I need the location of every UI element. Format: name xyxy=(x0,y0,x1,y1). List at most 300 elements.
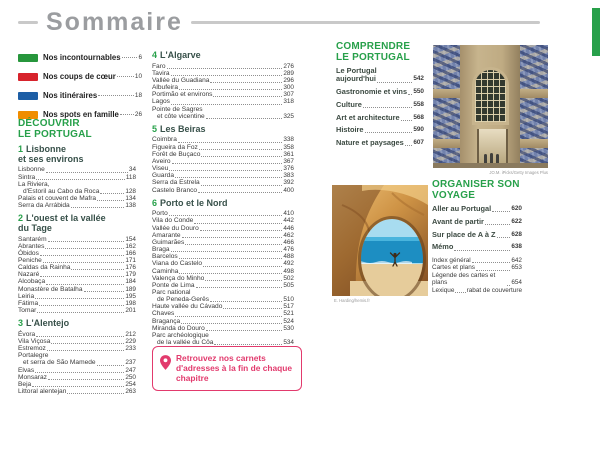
dot-leader xyxy=(45,248,124,249)
page-number: 392 xyxy=(283,179,294,187)
page-number: 18 xyxy=(134,92,142,99)
toc-item-label: Albufeira xyxy=(152,84,179,92)
legend-item xyxy=(18,91,142,100)
page-number: 166 xyxy=(125,249,136,257)
toc-item-label: Nazaré xyxy=(18,271,40,279)
toc-item-label: Vallée du Guadiana xyxy=(152,76,210,84)
dot-leader xyxy=(497,237,511,238)
toc-item xyxy=(336,139,424,147)
page-number: 276 xyxy=(283,62,294,70)
toc-item-label: Chaves xyxy=(152,310,175,318)
toc-item xyxy=(152,253,294,260)
page-number: 247 xyxy=(125,366,136,374)
toc-item xyxy=(152,282,294,289)
dot-leader xyxy=(51,343,124,344)
dot-leader xyxy=(46,284,124,285)
dot-leader xyxy=(98,95,134,96)
toc-item xyxy=(18,307,136,314)
discover-chapters xyxy=(18,145,136,395)
toc-item-label: Cartes et plans xyxy=(432,264,475,272)
toc-item-label: Miranda do Douro xyxy=(152,324,205,332)
dot-leader xyxy=(97,200,124,201)
toc-item xyxy=(336,67,424,83)
person-silhouette xyxy=(496,154,499,163)
toc-item xyxy=(432,243,522,251)
page-number: 400 xyxy=(283,186,294,194)
page-number: 622 xyxy=(511,217,522,225)
toc-item-label: Palais et couvent de Mafra xyxy=(18,195,97,202)
dot-leader xyxy=(198,192,282,193)
toc-item xyxy=(432,287,522,295)
header-rule-right xyxy=(191,21,540,24)
header-rule-left xyxy=(18,21,38,24)
chapter xyxy=(18,319,136,395)
toc-item-label: Castelo Branco xyxy=(152,186,198,194)
toc-item-label: Avant de partir xyxy=(432,216,484,226)
dot-leader xyxy=(120,114,134,115)
toc-item-label: Aller au Portugal xyxy=(432,204,492,214)
toc-item xyxy=(18,331,136,338)
page-number: 558 xyxy=(413,100,424,108)
chapter-items xyxy=(152,63,294,120)
chapter-items xyxy=(18,166,136,209)
toc-item xyxy=(18,345,136,352)
dot-leader xyxy=(67,393,124,394)
organiser-heading-line2: VOYAGE xyxy=(432,189,476,201)
dot-leader xyxy=(46,172,128,173)
comprendre-heading xyxy=(336,42,424,63)
toc-item-label: Littoral alentejan xyxy=(18,388,67,396)
chapter-title-text: Les Beiras xyxy=(160,123,206,134)
page-number: 383 xyxy=(283,172,294,180)
chapter-number: 2 xyxy=(18,213,24,224)
dot-leader xyxy=(36,179,125,180)
chapter-title-line2: et ses environs xyxy=(18,153,84,164)
toc-item-label: Guimarães xyxy=(152,238,185,246)
dot-leader xyxy=(408,94,412,95)
dot-leader xyxy=(117,76,134,77)
page-number: 237 xyxy=(125,359,136,367)
dot-leader xyxy=(200,230,283,231)
toc-item xyxy=(152,260,294,267)
page-number: 10 xyxy=(134,73,142,80)
color-swatch xyxy=(18,54,38,62)
toc-item xyxy=(152,158,294,165)
toc-item xyxy=(336,126,424,134)
dot-leader xyxy=(476,270,510,271)
dot-leader xyxy=(179,258,283,259)
toc-item-label: Ponte de Lima xyxy=(152,281,195,289)
cave-illustration xyxy=(332,185,428,296)
address-note-box xyxy=(152,346,302,391)
dot-leader xyxy=(43,262,124,263)
chapter-number: 5 xyxy=(152,123,158,134)
dot-leader xyxy=(203,266,282,267)
toc-item xyxy=(18,338,136,345)
toc-item-label: Mémo xyxy=(432,242,454,252)
toc-item xyxy=(432,272,522,287)
page-number: 26 xyxy=(134,111,142,118)
page-number: 476 xyxy=(283,246,294,254)
toc-item-label: Serra da Estrela xyxy=(152,179,200,187)
dot-leader xyxy=(171,104,282,105)
toc-item xyxy=(432,218,522,226)
toc-item xyxy=(432,264,522,272)
page-number: 524 xyxy=(283,317,294,325)
dot-leader xyxy=(97,365,125,366)
toc-item xyxy=(152,325,294,332)
page-number: 492 xyxy=(283,260,294,268)
page-number: 307 xyxy=(283,91,294,99)
page-number: 542 xyxy=(413,75,424,83)
comprendre-heading-line1: COMPRENDRE xyxy=(336,41,411,52)
chapter xyxy=(152,125,294,194)
toc-item-prefix: La Riviera, xyxy=(18,180,50,188)
toc-item xyxy=(18,257,136,264)
toc-item-label: Santarém xyxy=(18,235,47,243)
page-number: 318 xyxy=(283,98,294,106)
legend-label: Nos spots en famille xyxy=(43,110,119,119)
chapter-title-text: Lisbonne xyxy=(26,144,67,155)
toc-item-label: Abrantes xyxy=(18,242,45,250)
toc-item xyxy=(152,246,294,253)
toc-item-prefix: Pointe de Sagres xyxy=(152,105,203,113)
toc-item xyxy=(152,84,294,91)
toc-item xyxy=(152,172,294,179)
chapter-edge-tab xyxy=(592,8,600,56)
page-number: 442 xyxy=(283,217,294,225)
page-number: 189 xyxy=(125,285,136,293)
dot-leader xyxy=(35,298,124,299)
dot-leader xyxy=(171,251,283,252)
dot-leader xyxy=(39,305,124,306)
toc-item-label: Légende des cartes et plans xyxy=(432,271,496,287)
page-number: 198 xyxy=(125,299,136,307)
toc-item xyxy=(18,264,136,271)
dot-leader xyxy=(405,145,413,146)
dot-leader xyxy=(48,241,125,242)
dot-leader xyxy=(485,224,510,225)
dot-leader xyxy=(201,156,282,157)
discover-heading-line1: DÉCOUVRIR xyxy=(18,118,80,129)
page-number: 289 xyxy=(283,69,294,77)
toc-item-prefix: Parc national xyxy=(152,289,191,296)
page-number: 212 xyxy=(125,330,136,338)
dot-leader xyxy=(507,285,510,286)
dot-leader xyxy=(40,276,124,277)
toc-item xyxy=(18,278,136,285)
chapter-title-text: Porto et le Nord xyxy=(160,197,228,208)
toc-item-label: Vallée du Douro xyxy=(152,224,199,232)
toc-item xyxy=(18,195,136,202)
dot-leader xyxy=(167,68,283,69)
chapter-title xyxy=(152,199,294,209)
chapter-items xyxy=(152,210,294,346)
toc-item xyxy=(18,381,136,388)
toc-item-prefix: Parc archéologique xyxy=(152,331,209,339)
page-number: 628 xyxy=(511,230,522,238)
page-number: 263 xyxy=(125,388,136,396)
toc-item xyxy=(152,318,294,325)
page-number: 361 xyxy=(283,150,294,158)
toc-item-label: Coimbra xyxy=(152,136,177,144)
dot-leader xyxy=(122,57,138,58)
toc-item-label: Óbidos xyxy=(18,249,39,257)
dot-leader xyxy=(169,170,282,171)
dot-leader xyxy=(35,372,124,373)
toc-item-label: Estremoz xyxy=(18,345,46,353)
toc-item xyxy=(152,217,294,224)
toc-item-label: de Peneda-Gerês xyxy=(157,296,210,304)
chapter-number: 3 xyxy=(18,318,24,329)
toc-item-label: Faro xyxy=(152,62,166,70)
toc-item-label: Peniche xyxy=(18,256,42,264)
toc-item xyxy=(152,91,294,98)
discover-heading-line2: LE PORTUGAL xyxy=(18,128,92,140)
page-number: 642 xyxy=(511,256,522,264)
toc-item-label: Sintra xyxy=(18,173,36,181)
chapter-number: 4 xyxy=(152,50,158,60)
page-number: 638 xyxy=(511,243,522,251)
toc-item-label: Gastronomie et vins xyxy=(336,87,408,97)
dot-leader xyxy=(401,120,413,121)
dot-leader xyxy=(172,163,283,164)
dot-leader xyxy=(100,193,124,194)
toc-item-label: Évora xyxy=(18,330,36,338)
page-number: 179 xyxy=(125,271,136,279)
toc-item-label: Lisbonne xyxy=(18,166,45,174)
toc-item-label: Fátima xyxy=(18,299,39,307)
page-number: 118 xyxy=(125,173,136,181)
dot-leader xyxy=(37,312,124,313)
toc-item xyxy=(18,202,136,209)
toc-item-label: Nature et paysages xyxy=(336,137,404,147)
toc-item-label: Elvas xyxy=(18,366,35,374)
chapter-title-text: L'Alentejo xyxy=(26,318,70,329)
dot-leader xyxy=(455,292,465,293)
toc-item xyxy=(152,210,294,217)
toc-item-label: Braga xyxy=(152,246,170,254)
toc-item-prefix: Portalegre xyxy=(18,352,49,360)
toc-item xyxy=(152,187,294,194)
chapter-number: 6 xyxy=(152,197,158,208)
toc-item-label: Vila Viçosa xyxy=(18,337,51,345)
toc-item xyxy=(152,179,294,186)
page-number: 134 xyxy=(125,195,136,202)
dot-leader xyxy=(175,316,282,317)
dot-leader xyxy=(71,269,124,270)
toc-item-label: Valença do Minho xyxy=(152,274,205,282)
toc-item xyxy=(18,166,136,173)
dot-leader xyxy=(205,280,282,281)
toc-item xyxy=(152,136,294,143)
toc-item-label: Lexique xyxy=(432,286,455,294)
dot-leader xyxy=(206,330,283,331)
dot-leader xyxy=(377,82,412,83)
page-number: 410 xyxy=(283,210,294,218)
toc-item-label: Index général xyxy=(432,256,471,264)
person-silhouette xyxy=(484,154,487,163)
page-number: 550 xyxy=(413,88,424,96)
page-number: 510 xyxy=(283,296,294,304)
page-number: 498 xyxy=(283,267,294,275)
toc-item xyxy=(152,98,294,105)
toc-item xyxy=(18,388,136,395)
toc-item xyxy=(152,151,294,158)
toc-item xyxy=(432,231,522,239)
dot-leader xyxy=(171,75,283,76)
dot-leader xyxy=(84,291,125,292)
dot-leader xyxy=(32,386,124,387)
color-swatch xyxy=(18,92,38,100)
toc-item-label: Caldas da Rainha xyxy=(18,264,71,272)
page-number: 176 xyxy=(125,264,136,272)
photo-floor xyxy=(433,163,548,168)
dot-leader xyxy=(223,308,282,309)
page-number: 654 xyxy=(511,279,522,287)
dot-leader xyxy=(182,237,283,238)
toc-item xyxy=(18,250,136,257)
toc-item-label: Figueira da Foz xyxy=(152,143,198,151)
photo-credit: E. Harding/hemis.fr xyxy=(334,298,370,303)
toc-item-label: Portimão et environs xyxy=(152,91,213,99)
toc-item-label: de la vallée du Côa xyxy=(157,339,214,347)
toc-item-label: Tomar xyxy=(18,307,37,315)
page-number: 254 xyxy=(125,380,136,388)
dot-leader xyxy=(169,215,283,216)
toc-item-label: Sur place de A à Z xyxy=(432,229,496,239)
page-number: 171 xyxy=(125,256,136,264)
page-number: 184 xyxy=(125,278,136,286)
doorway xyxy=(477,129,508,163)
toc-item xyxy=(152,106,294,120)
toc-item-label: Aveiro xyxy=(152,157,171,165)
chapter xyxy=(18,214,136,314)
dot-leader xyxy=(365,132,413,133)
toc-item-label: et serra de São Mamede xyxy=(23,359,96,367)
page-number: 34 xyxy=(128,166,136,174)
toc-item xyxy=(432,257,522,265)
toc-column-2 xyxy=(152,46,294,346)
toc-item xyxy=(152,268,294,275)
toc-item-label: Alcobaça xyxy=(18,278,46,286)
page-header xyxy=(18,8,540,37)
chapter-title xyxy=(18,319,136,329)
toc-item-label: Haute vallée du Cávado xyxy=(152,303,223,311)
dot-leader xyxy=(213,96,282,97)
dot-leader xyxy=(175,177,282,178)
toc-item xyxy=(18,300,136,307)
toc-item-label: Tavira xyxy=(152,69,170,77)
chapter-items xyxy=(18,331,136,395)
toc-item xyxy=(152,289,294,303)
toc-item xyxy=(18,174,136,181)
photo-credit: JO.M. iPicks/Getty Images Plus xyxy=(489,170,548,175)
toc-item xyxy=(18,243,136,250)
toc-item-label: Caminha xyxy=(152,267,179,275)
toc-item-label: Barcelos xyxy=(152,253,178,261)
chapter xyxy=(18,145,136,209)
page-number: 201 xyxy=(125,307,136,315)
toc-item-label: Monsaraz xyxy=(18,373,47,381)
chapter-title xyxy=(152,125,294,135)
toc-item-label: Vila do Conde xyxy=(152,217,194,225)
legend-item xyxy=(18,72,142,81)
chapter xyxy=(152,51,294,120)
page-number: 325 xyxy=(283,112,294,120)
page-number: 338 xyxy=(283,136,294,144)
toc-item xyxy=(152,165,294,172)
dot-leader xyxy=(179,273,282,274)
legend-label: Nos coups de cœur xyxy=(43,72,116,81)
organiser-section xyxy=(432,180,522,294)
toc-item xyxy=(18,293,136,300)
toc-item-label: Porto xyxy=(152,210,168,218)
page-number: 534 xyxy=(283,339,294,347)
toc-item xyxy=(18,352,136,366)
organiser-heading-line1: ORGANISER SON xyxy=(432,179,520,190)
toc-item xyxy=(152,332,294,346)
page-number: 502 xyxy=(283,274,294,282)
comprendre-items xyxy=(336,67,424,147)
dot-leader xyxy=(36,336,124,337)
page-number: 505 xyxy=(283,281,294,289)
toc-item xyxy=(432,205,522,213)
chapter-number: 1 xyxy=(18,144,24,155)
arched-window xyxy=(472,67,509,125)
toc-item xyxy=(152,310,294,317)
page-number: 607 xyxy=(413,138,424,146)
page-number: 521 xyxy=(283,310,294,318)
toc-item xyxy=(18,367,136,374)
dot-leader xyxy=(492,211,510,212)
dot-leader xyxy=(210,82,282,83)
comprendre-section xyxy=(336,42,424,152)
toc-item-label: Histoire xyxy=(336,125,364,135)
comprendre-heading-line2: LE PORTUGAL xyxy=(336,51,410,63)
toc-item-label: Bragança xyxy=(152,317,181,325)
toc-item-label: Monastère de Batalha xyxy=(18,285,83,293)
dot-leader xyxy=(472,262,511,263)
dot-leader xyxy=(71,207,125,208)
page-number: 358 xyxy=(283,143,294,151)
toc-item xyxy=(18,286,136,293)
toc-item-label: Leiria xyxy=(18,292,35,300)
toc-item xyxy=(152,77,294,84)
toc-item-label: Art et architecture xyxy=(336,112,400,122)
toc-item xyxy=(152,275,294,282)
toc-item xyxy=(336,88,424,96)
toc-item xyxy=(152,144,294,151)
page-number: 250 xyxy=(125,373,136,381)
dot-leader xyxy=(179,89,282,90)
toc-item xyxy=(152,225,294,232)
chapter-title-line2: du Tage xyxy=(18,222,52,233)
chapter-items xyxy=(152,136,294,193)
page-number: 488 xyxy=(283,253,294,261)
page-number: 6 xyxy=(138,54,142,61)
dot-leader xyxy=(194,223,282,224)
page-number: 233 xyxy=(125,345,136,353)
toc-item-label: Lagos xyxy=(152,98,170,106)
page-number: 446 xyxy=(283,224,294,232)
page-number: 300 xyxy=(283,84,294,92)
page-number: 229 xyxy=(125,337,136,345)
toc-item-prefix: Le Portugal xyxy=(336,66,377,76)
organiser-heading xyxy=(432,180,522,201)
organiser-main-items xyxy=(432,205,522,251)
page-number: 128 xyxy=(125,187,136,195)
